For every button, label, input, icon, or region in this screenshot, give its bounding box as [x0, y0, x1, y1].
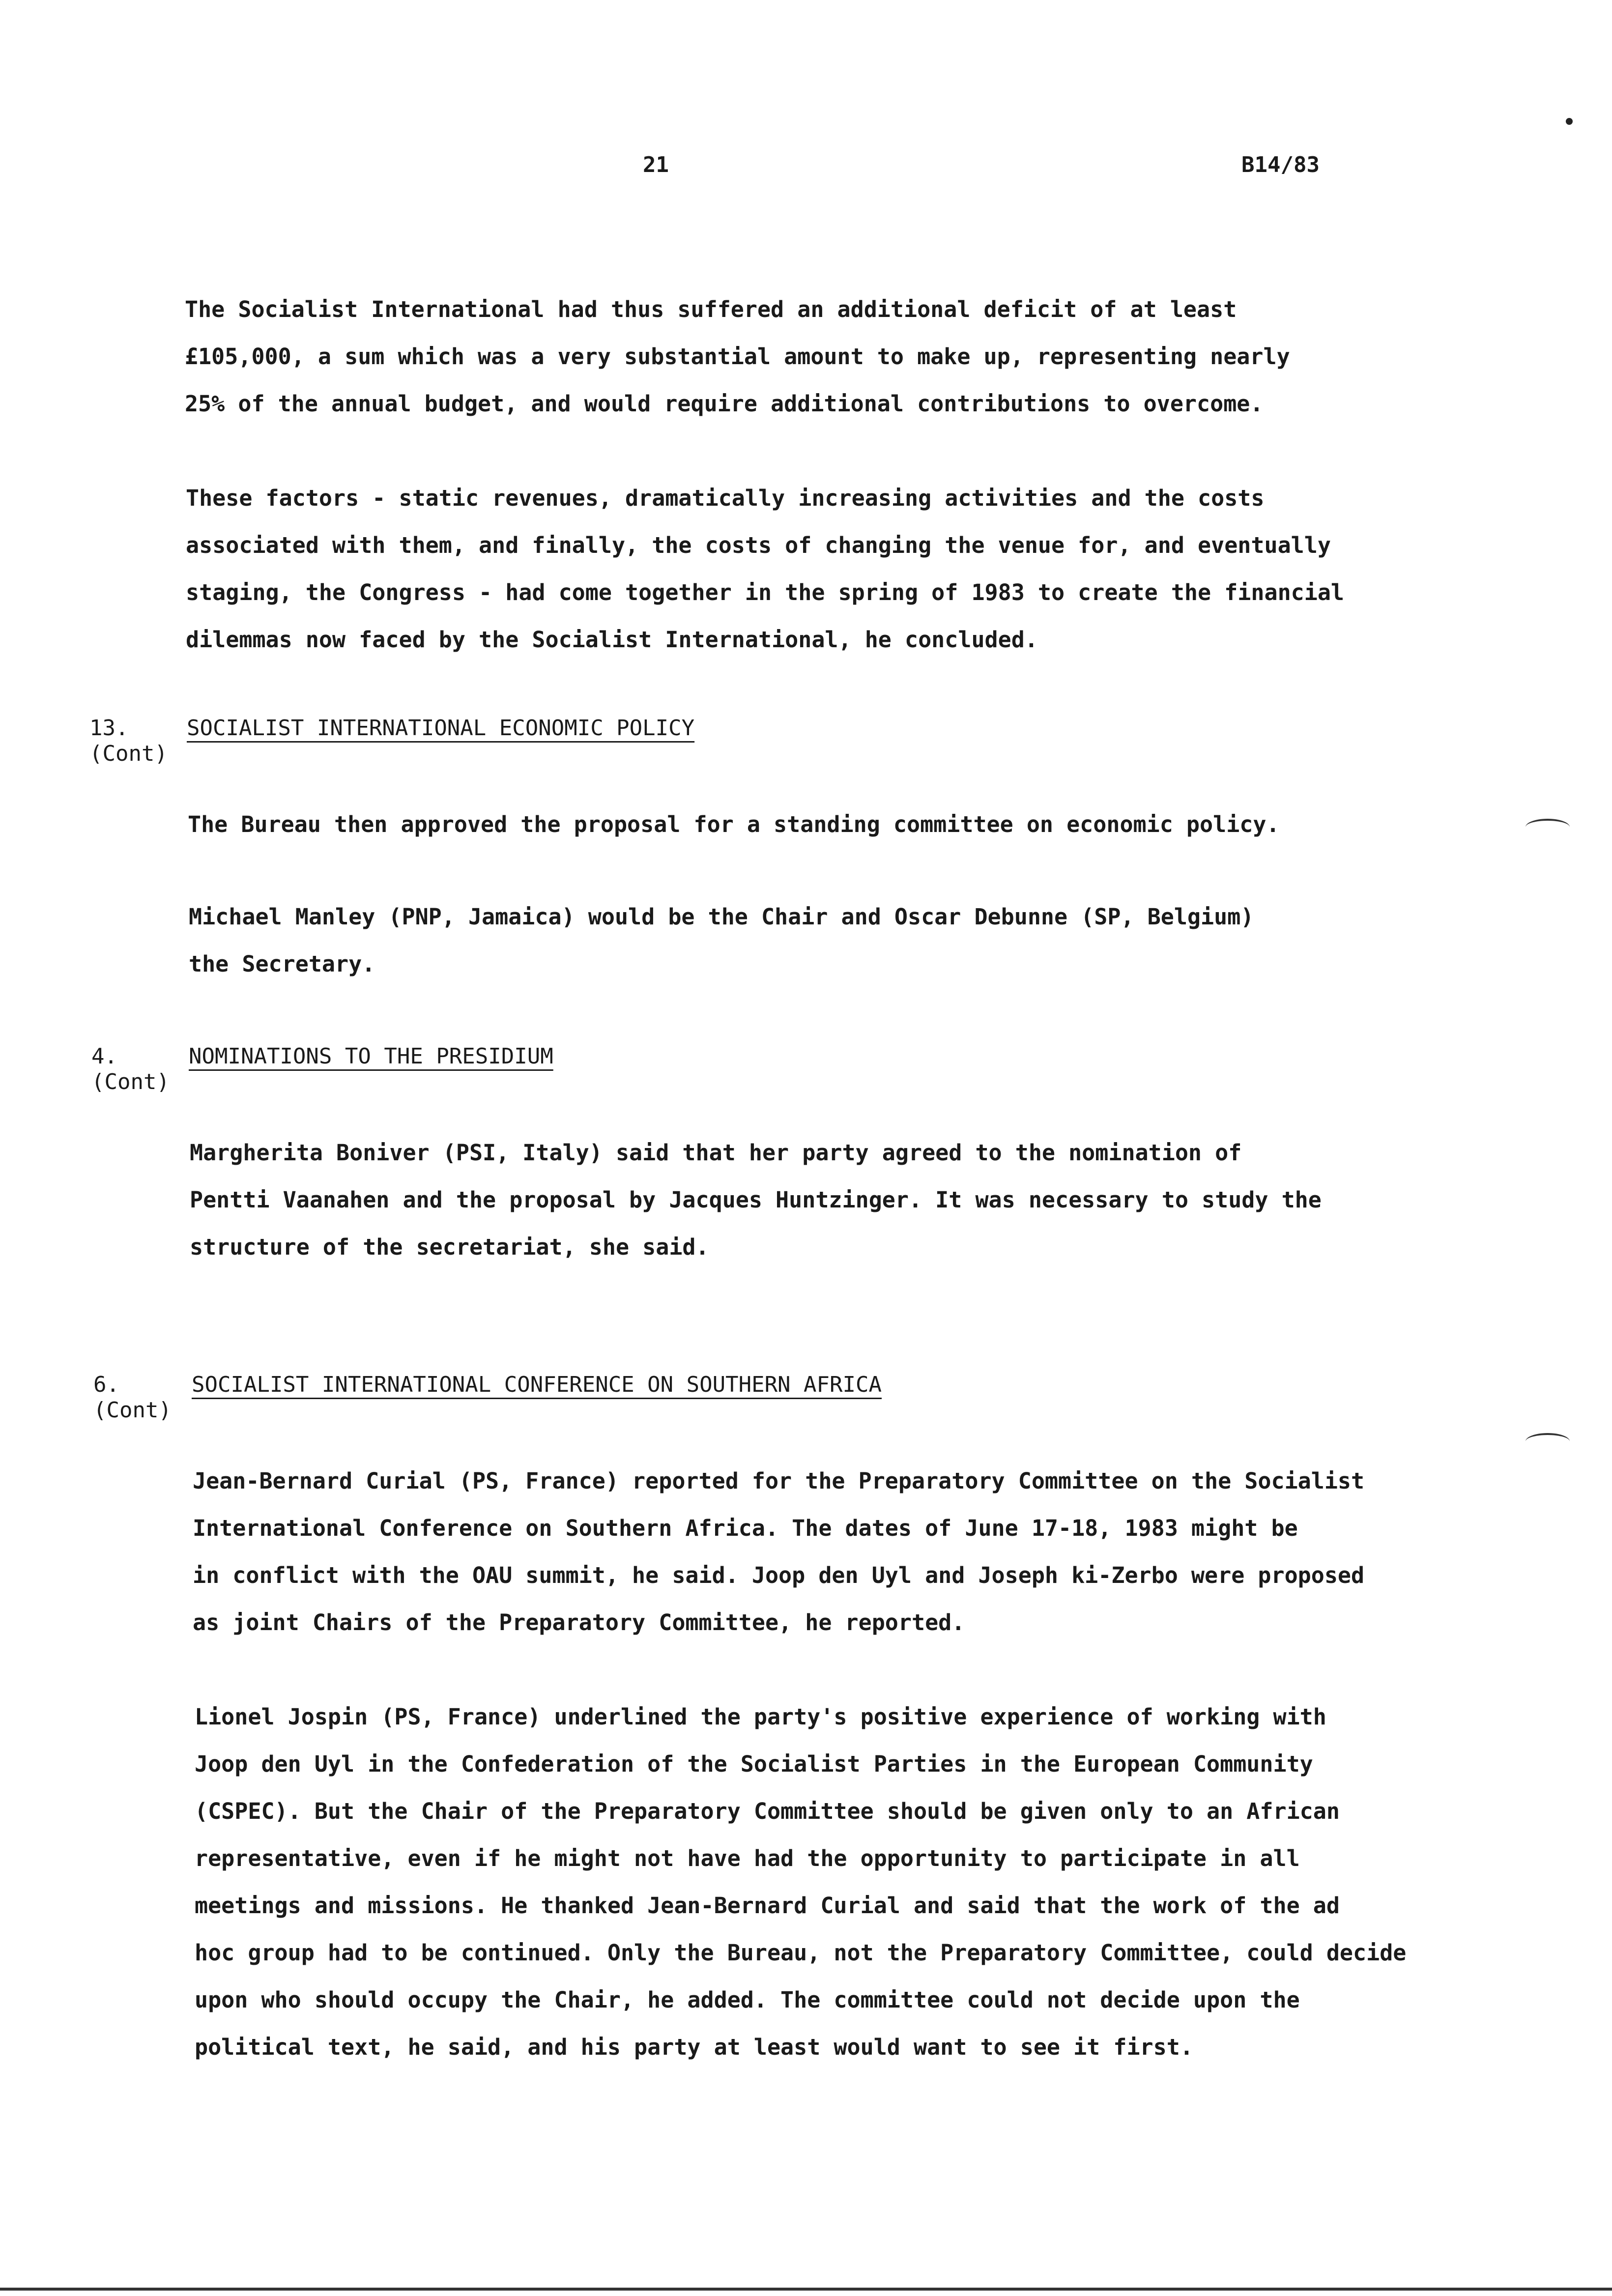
corner-mark	[1566, 118, 1573, 125]
text-line: (CSPEC). But the Chair of the Preparatory Committee should be given only to an African	[195, 1798, 1340, 1824]
text-line: hoc group had to be continued. Only the Bureau, not the Preparatory Committee, could decide	[195, 1940, 1407, 1966]
text-line: upon who should occupy the Chair, he added. The committee could not decide upon the	[195, 1987, 1300, 2013]
section-number: 6.	[93, 1372, 119, 1397]
section-number: 13.	[89, 716, 129, 741]
text-line: as joint Chairs of the Preparatory Committee, he reported.	[193, 1609, 965, 1636]
section-13-number	[89, 716, 168, 767]
text-line: in conflict with the OAU summit, he said. Joop den Uyl and Joseph ki-Zerbo were proposed	[193, 1562, 1365, 1588]
text-line: Michael Manley (PNP, Jamaica) would be the Chair and Oscar Debunne (SP, Belgium)	[189, 904, 1254, 930]
text-line: Lionel Jospin (PS, France) underlined the party's positive experience of working with	[195, 1704, 1326, 1730]
section-number: 4.	[91, 1044, 117, 1069]
text-line: Jean-Bernard Curial (PS, France) reported for the Preparatory Committee on the Socialist	[193, 1468, 1365, 1494]
text-line: £105,000, a sum which was a very substantial amount to make up, representing nearly	[185, 344, 1290, 370]
text-line: Pentti Vaanahen and the proposal by Jacques Huntzinger. It was necessary to study the	[190, 1187, 1322, 1213]
section-13-title: SOCIALIST INTERNATIONAL ECONOMIC POLICY	[187, 716, 695, 741]
margin-mark	[1526, 1433, 1570, 1450]
section-cont: (Cont)	[91, 1069, 170, 1094]
page-number: 21	[643, 152, 669, 177]
text-line: Margherita Boniver (PSI, Italy) said that her party agreed to the nomination of	[190, 1140, 1242, 1166]
text-line: structure of the secretariat, she said.	[190, 1234, 709, 1260]
section-13-paragraph-2	[189, 893, 1254, 988]
section-4-paragraph-1	[190, 1129, 1322, 1271]
section-13-paragraph-1	[188, 801, 1280, 848]
text-line: the Secretary.	[189, 951, 375, 977]
text-line: The Bureau then approved the proposal for a standing committee on economic policy.	[188, 811, 1280, 837]
text-line: meetings and missions. He thanked Jean-Bernard Curial and said that the work of the ad	[195, 1893, 1340, 1919]
bottom-rule	[0, 2288, 1612, 2291]
section-4-number	[91, 1044, 170, 1095]
text-line: associated with them, and finally, the costs of changing the venue for, and eventually	[186, 532, 1331, 558]
text-line: staging, the Congress - had come together in the spring of 1983 to create the financial	[186, 579, 1345, 605]
text-line: dilemmas now faced by the Socialist International, he concluded.	[186, 627, 1038, 653]
text-line: International Conference on Southern Africa. The dates of June 17-18, 1983 might be	[193, 1515, 1298, 1541]
section-cont: (Cont)	[93, 1398, 172, 1423]
text-line: Joop den Uyl in the Confederation of the Socialist Parties in the European Community	[195, 1751, 1313, 1777]
text-line: The Socialist International had thus suffered an additional deficit of at least	[185, 296, 1237, 322]
section-6-number	[93, 1372, 172, 1423]
section-6-title: SOCIALIST INTERNATIONAL CONFERENCE ON SOUTHERN AFRICA	[192, 1372, 882, 1397]
section-6-paragraph-1	[193, 1458, 1364, 1646]
text-line: 25% of the annual budget, and would require additional contributions to overcome.	[185, 391, 1264, 417]
text-line: representative, even if he might not have had the opportunity to participate in all	[195, 1845, 1300, 1871]
intro-paragraph-1	[185, 286, 1290, 428]
section-4-title: NOMINATIONS TO THE PRESIDIUM	[189, 1044, 553, 1069]
text-line: political text, he said, and his party at least would want to see it first.	[195, 2034, 1193, 2060]
document-reference: B14/83	[1241, 152, 1320, 177]
section-6-paragraph-2	[195, 1693, 1406, 2071]
text-line: These factors - static revenues, dramatically increasing activities and the costs	[186, 485, 1265, 511]
intro-paragraph-2	[186, 475, 1344, 663]
section-cont: (Cont)	[89, 741, 168, 766]
margin-mark	[1526, 819, 1570, 835]
